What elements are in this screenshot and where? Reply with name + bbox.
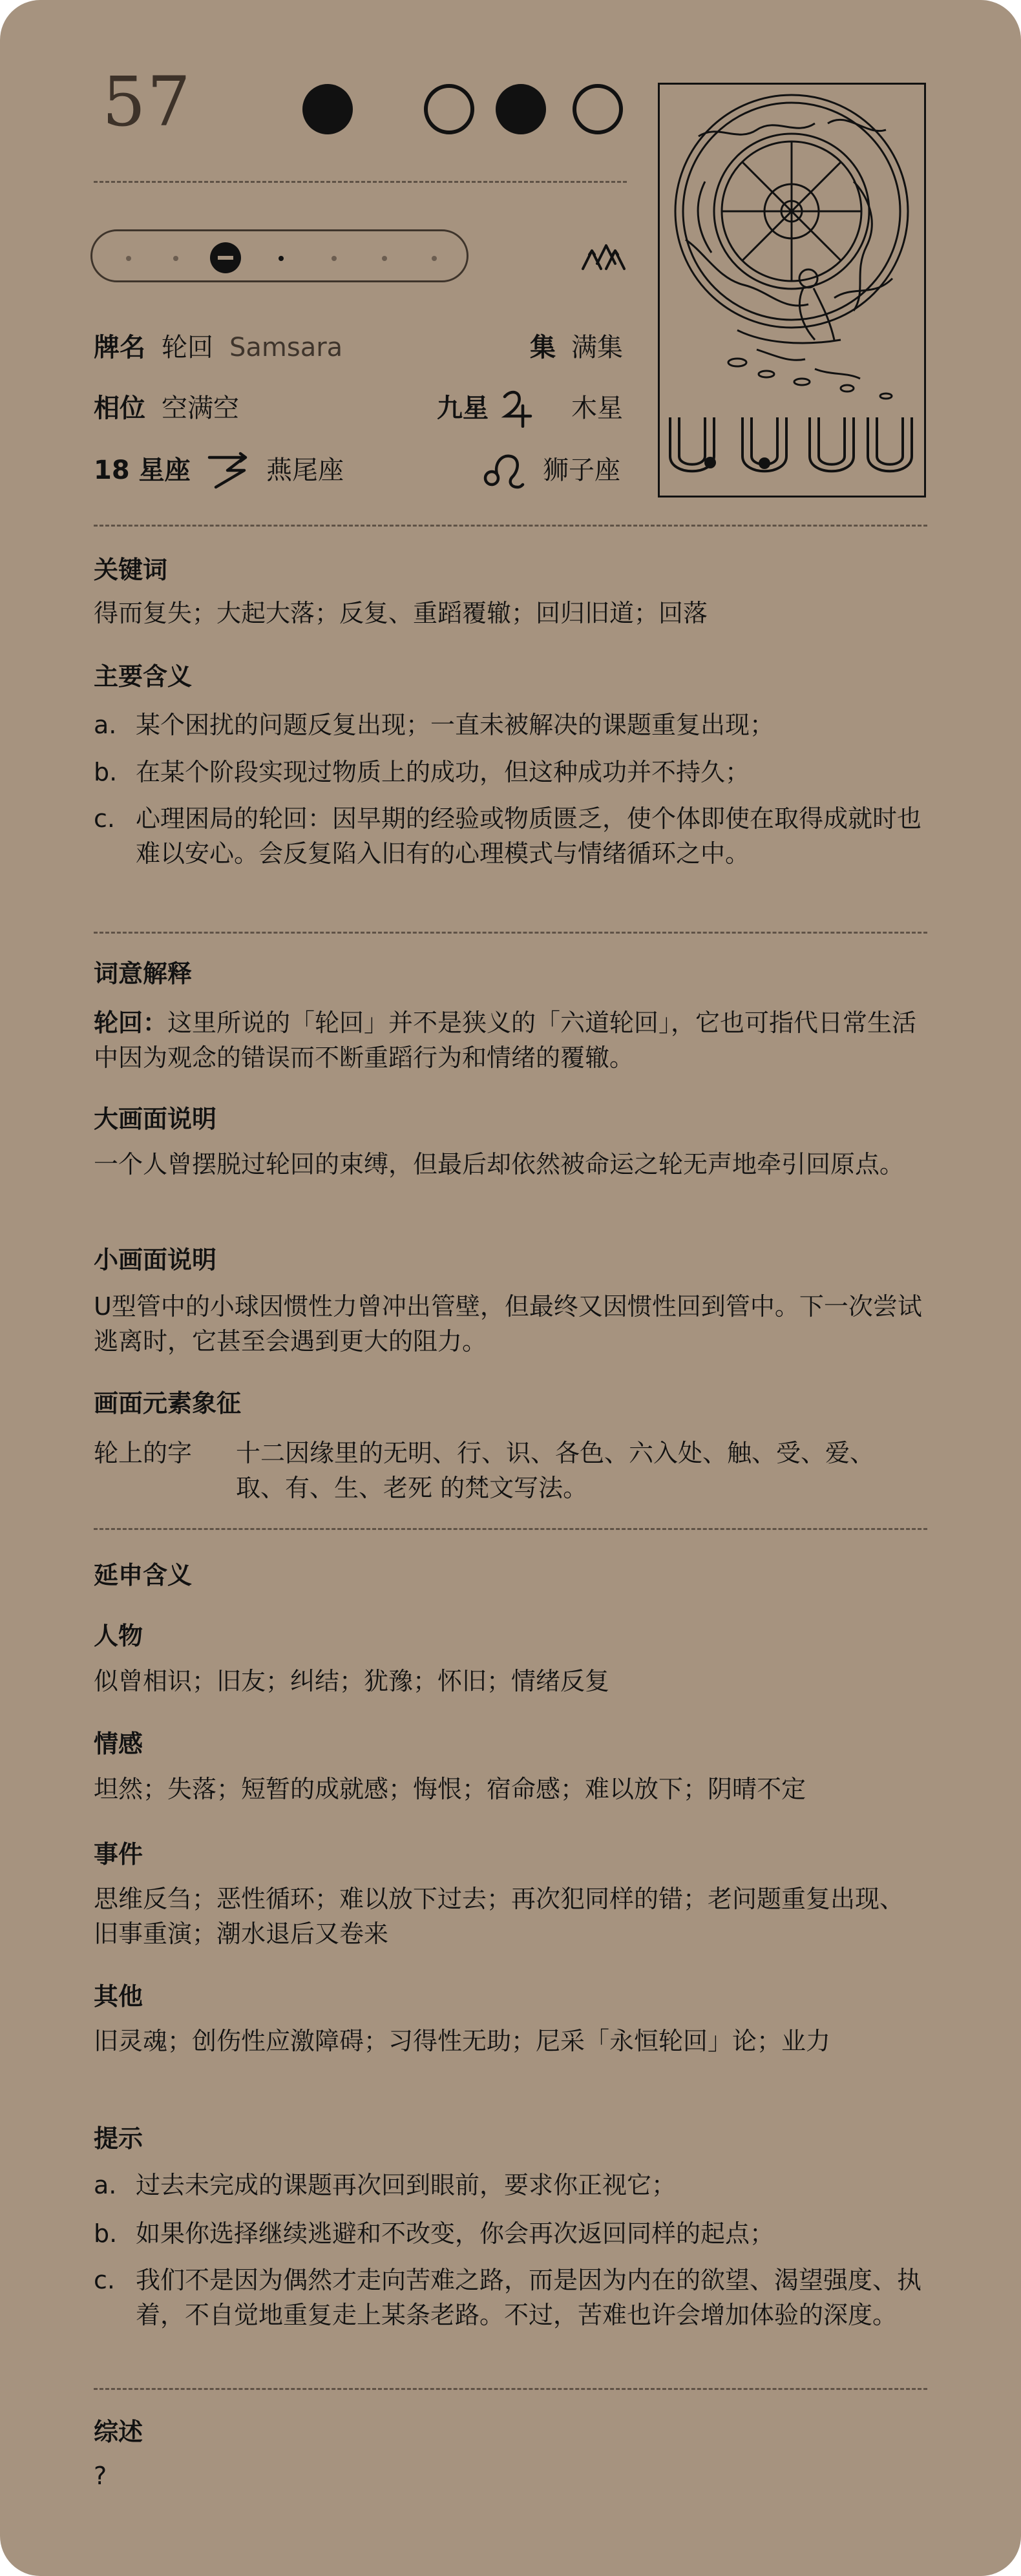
- emotion-title: 情感: [94, 1730, 143, 1758]
- jupiter-glyph-icon: [501, 388, 534, 428]
- people-text: 似曾相识；旧友；纠结；犹豫；怀旧；情绪反复: [94, 1667, 610, 1695]
- word-meaning-body: 这里所说的「轮回」并不是狭义的「六道轮回」，它也可指代日常生活中因为观念的错误而不断重蹈行为和情绪的覆辙。: [94, 1009, 917, 1072]
- keywords-title: 关键词: [94, 556, 168, 584]
- wheel-of-samsara-illustration: [658, 83, 926, 497]
- name-value: 轮回: [162, 333, 213, 362]
- swallowtail-glyph-icon: [205, 451, 252, 491]
- leo-glyph-icon: [481, 451, 525, 491]
- triple-arrow-glyph-icon: [580, 240, 627, 277]
- constellation-label: 18 星座: [94, 456, 191, 485]
- tips-letter: b.: [94, 2219, 118, 2248]
- summary-title: 综述: [94, 2418, 143, 2446]
- tips-letter: c.: [94, 2266, 115, 2294]
- divider: [94, 2388, 927, 2390]
- tips-letter: a.: [94, 2171, 117, 2199]
- elements-term: 轮上的字: [94, 1439, 193, 1467]
- word-meaning-title: 词意解释: [94, 959, 193, 988]
- zodiac-value: 狮子座: [543, 456, 620, 485]
- big-picture-title: 大画面说明: [94, 1105, 217, 1133]
- phase-label: 相位: [94, 393, 145, 423]
- divider: [94, 181, 627, 183]
- slider-knob[interactable]: [210, 242, 241, 273]
- slider-tick: [126, 256, 131, 261]
- big-picture-text: 一个人曾摆脱过轮回的束缚，但最后却依然被命运之轮无声地牵引回原点。: [94, 1150, 905, 1178]
- divider: [94, 525, 927, 527]
- tips-item: 过去未完成的课题再次回到眼前，要求你正视它；: [136, 2171, 677, 2199]
- divider: [94, 932, 927, 934]
- nine-star-label: 九星: [437, 393, 489, 423]
- name-label: 牌名: [94, 333, 145, 362]
- emotion-text: 坦然；失落；短暂的成就感；悔恨；宿命感；难以放下；阴晴不定: [94, 1775, 806, 1803]
- set-label: 集: [530, 333, 556, 362]
- card-number: 57: [102, 62, 192, 141]
- moon-phase-new-icon: [424, 84, 474, 134]
- slider-tick: [173, 256, 178, 261]
- moon-phase-full-icon: [302, 84, 353, 134]
- tips-item: 我们不是因为偶然才走向苦难之路，而是因为内在的欲望、渴望强度、执着，不自觉地重复走上某条老路。不过，苦难也许会增加体验的深度。: [136, 2266, 922, 2329]
- main-meaning-letter: c.: [94, 804, 115, 833]
- phase-value: 空满空: [162, 393, 239, 423]
- slider-tick: [382, 256, 387, 261]
- nine-star-value: 木星: [571, 393, 623, 423]
- word-meaning-term: 轮回：: [94, 1009, 168, 1037]
- set-value: 满集: [571, 333, 623, 362]
- small-picture-title: 小画面说明: [94, 1246, 217, 1274]
- other-title: 其他: [94, 1982, 143, 2011]
- moon-phase-new-icon: [573, 84, 623, 134]
- small-picture-text: U型管中的小球因惯性力曾冲出管壁，但最终又因惯性回到管中。下一次尝试逃离时，它甚至会遇到更大的阻力。: [94, 1292, 922, 1356]
- other-text: 旧灵魂；创伤性应激障碍；习得性无助；尼采「永恒轮回」论；业力: [94, 2027, 831, 2055]
- extended-title: 延申含义: [94, 1561, 193, 1589]
- slider-tick: [432, 256, 437, 261]
- summary-text: ?: [94, 2462, 107, 2490]
- tips-item: 如果你选择继续逃避和不改变，你会再次返回同样的起点；: [136, 2219, 775, 2248]
- tips-title: 提示: [94, 2124, 143, 2153]
- keywords-text: 得而复失；大起大落；反复、重蹈覆辙；回归旧道；回落: [94, 599, 708, 627]
- main-meaning-item: 在某个阶段实现过物质上的成功，但这种成功并不持久；: [136, 758, 750, 786]
- divider: [94, 1528, 927, 1530]
- slider-tick: [332, 256, 337, 261]
- main-meaning-letter: a.: [94, 711, 117, 739]
- event-text: 思维反刍；恶性循环；难以放下过去；再次犯同样的错；老问题重复出现、旧事重演；潮水退后又卷来: [94, 1885, 905, 1948]
- slider-tick: [279, 256, 284, 261]
- main-meaning-letter: b.: [94, 758, 118, 786]
- event-title: 事件: [94, 1840, 143, 1869]
- main-meaning-item: 某个困扰的问题反复出现；一直未被解决的课题重复出现；: [136, 711, 775, 739]
- main-meaning-item: 心理困局的轮回：因早期的经验或物质匮乏，使个体即使在取得成就时也难以安心。会反复陷入旧有的心理模式与情绪循环之中。: [136, 804, 922, 868]
- name-en: Samsara: [229, 333, 343, 362]
- people-title: 人物: [94, 1622, 143, 1650]
- word-meaning-text: [94, 1005, 927, 1075]
- moon-phase-full-icon: [496, 84, 546, 134]
- phase-slider[interactable]: [90, 229, 468, 282]
- elements-text: 十二因缘里的无明、行、识、各色、六入处、触、受、爱、取、有、生、老死 的梵文写法。: [236, 1439, 875, 1502]
- constellation-value: 燕尾座: [266, 456, 344, 485]
- elements-title: 画面元素象征: [94, 1389, 242, 1418]
- main-meaning-title: 主要含义: [94, 662, 193, 691]
